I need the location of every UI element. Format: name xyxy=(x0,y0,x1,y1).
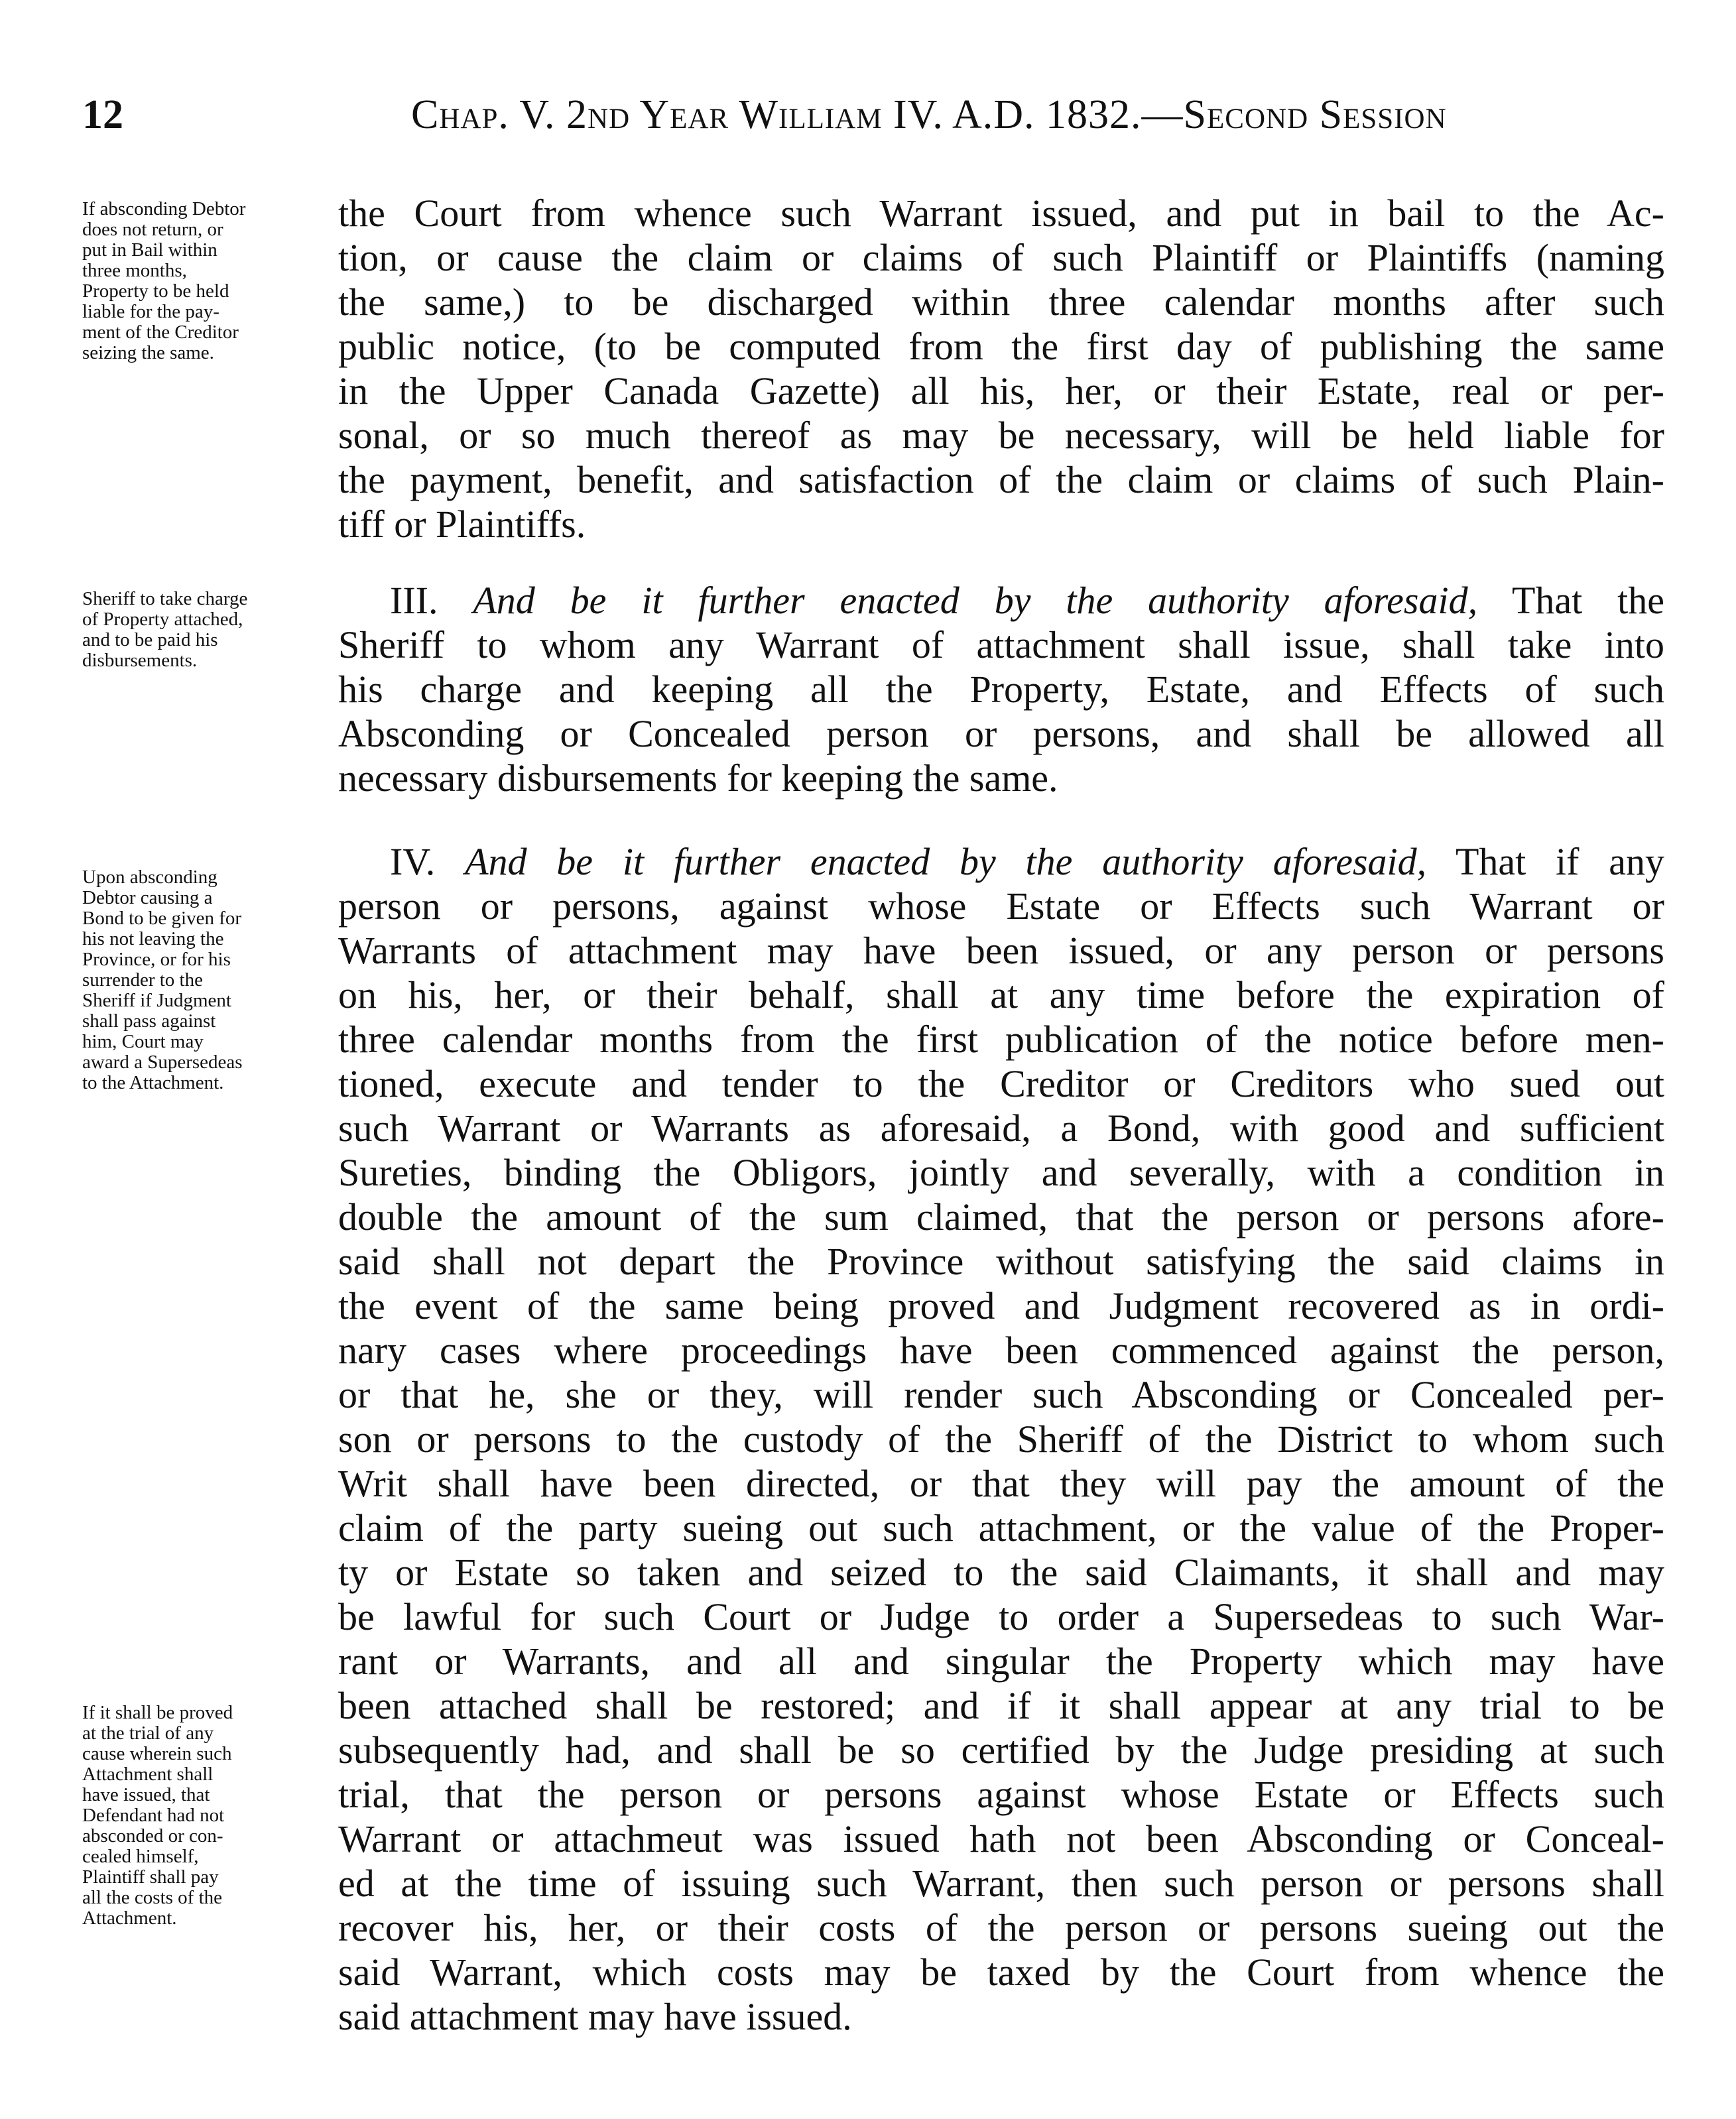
text-line: be lawful for such Court or Judge to order a Supersedeas to such War- xyxy=(338,1595,1664,1638)
margin-note-line: have issued, that xyxy=(82,1784,210,1805)
margin-note-line: absconded or con- xyxy=(82,1825,223,1847)
margin-note-line: does not return, or xyxy=(82,219,223,240)
text-line: said Warrant, which costs may be taxed by the Court from whence the xyxy=(338,1951,1664,1994)
enacting-clause: And be it further enacted by the authority aforesaid, xyxy=(465,840,1427,883)
margin-note-line: disbursements. xyxy=(82,650,198,671)
text-line: the payment, benefit, and satisfaction of the claim or claims of such Plain- xyxy=(338,458,1664,501)
margin-note-line: Sheriff if Judgment xyxy=(82,990,231,1011)
text-line: three calendar months from the first publication of the notice before men- xyxy=(338,1018,1664,1061)
text-line: trial, that the person or persons against whose Estate or Effects such xyxy=(338,1773,1664,1816)
text-line: the same,) to be discharged within three calendar months after such xyxy=(338,280,1664,324)
text-line: person or persons, against whose Estate or Effects such Warrant or xyxy=(338,884,1664,928)
text-line: his charge and keeping all the Property, Estate, and Effects of such xyxy=(338,668,1664,711)
text-line: son or persons to the custody of the Sheriff of the District to whom such xyxy=(338,1418,1664,1461)
margin-note-line: award a Supersedeas xyxy=(82,1052,243,1073)
margin-note-line: to the Attachment. xyxy=(82,1072,224,1093)
margin-note xyxy=(82,867,341,1093)
text-line: the Court from whence such Warrant issued, and put in bail to the Ac- xyxy=(338,192,1664,235)
margin-note-line: put in Bail within xyxy=(82,239,217,261)
margin-note xyxy=(82,1703,341,1929)
text-line: such Warrant or Warrants as aforesaid, a Bond, with good and sufficient xyxy=(338,1107,1664,1150)
text-line: on his, her, or their behalf, shall at any time before the expiration of xyxy=(338,973,1664,1016)
text-line: recover his, her, or their costs of the person or persons sueing out the xyxy=(338,1906,1664,1949)
text-line: double the amount of the sum claimed, that the person or persons afore- xyxy=(338,1195,1664,1239)
margin-note-line: his not leaving the xyxy=(82,928,224,949)
text-line: necessary disbursements for keeping the same. xyxy=(338,757,1058,800)
margin-note-line: Property to be held xyxy=(82,280,229,302)
paragraph-continuation xyxy=(338,191,1664,546)
margin-note-line: Attachment shall xyxy=(82,1764,214,1785)
text-line: ty or Estate so taken and seized to the said Claimants, it shall and may xyxy=(338,1551,1664,1594)
text-line: Warrants of attachment may have been issued, or any person or persons xyxy=(338,929,1664,972)
text-fragment: That if any xyxy=(1455,840,1665,883)
text-line: subsequently had, and shall be so certified by the Judge presiding at such xyxy=(338,1728,1664,1772)
margin-note-line: all the costs of the xyxy=(82,1887,223,1908)
text-line: Writ shall have been directed, or that they will pay the amount of the xyxy=(338,1462,1664,1505)
text-line: claim of the party sueing out such attachment, or the value of the Proper- xyxy=(338,1506,1664,1549)
running-header: Chap. V. 2nd Year William IV. A.D. 1832.—Second Session xyxy=(411,92,1447,137)
section-iii xyxy=(338,578,1664,800)
margin-note-line: three months, xyxy=(82,260,187,281)
text-line: Absconding or Concealed person or persons, and shall be allowed all xyxy=(338,712,1664,755)
margin-note-line: Sheriff to take charge xyxy=(82,588,248,609)
margin-note-line: Province, or for his xyxy=(82,949,231,970)
margin-note-line: and to be paid his xyxy=(82,629,218,650)
section-number: IV. xyxy=(390,840,436,883)
text-line: Sureties, binding the Obligors, jointly and severally, with a condition in xyxy=(338,1151,1664,1194)
margin-note xyxy=(82,589,341,671)
margin-note-line: surrender to the xyxy=(82,969,203,991)
margin-note-line: him, Court may xyxy=(82,1031,204,1052)
margin-note-line: Plaintiff shall pay xyxy=(82,1866,219,1888)
text-line: rant or Warrants, and all and singular the Property which may have xyxy=(338,1640,1664,1683)
text-line: public notice, (to be computed from the first day of publishing the same xyxy=(338,325,1664,368)
margin-note-line: cealed himself, xyxy=(82,1846,199,1867)
section-iv xyxy=(338,839,1664,2039)
text-line: in the Upper Canada Gazette) all his, her, or their Estate, real or per- xyxy=(338,369,1664,412)
text-line: been attached shall be restored; and if it shall appear at any trial to be xyxy=(338,1684,1664,1727)
text-line: said attachment may have issued. xyxy=(338,1995,852,2038)
text-line: ed at the time of issuing such Warrant, then such person or persons shall xyxy=(338,1862,1664,1905)
margin-note-line: at the trial of any xyxy=(82,1723,214,1744)
margin-note-line: Debtor causing a xyxy=(82,887,213,908)
margin-note-line: If it shall be proved xyxy=(82,1702,233,1723)
text-line: Sheriff to whom any Warrant of attachment shall issue, shall take into xyxy=(338,623,1664,666)
margin-note-line: of Property attached, xyxy=(82,609,243,630)
margin-note-line: ment of the Creditor xyxy=(82,322,239,343)
text-line: Warrant or attachmeut was issued hath not been Absconding or Conceal- xyxy=(338,1817,1664,1860)
page-number: 12 xyxy=(82,92,123,137)
margin-note-line: shall pass against xyxy=(82,1010,216,1032)
text-line: tiff or Plaintiffs. xyxy=(338,503,586,546)
text-line: tion, or cause the claim or claims of such Plaintiff or Plaintiffs (naming xyxy=(338,236,1664,279)
margin-note xyxy=(82,199,341,363)
text-fragment: That the xyxy=(1511,579,1665,622)
text-line: sonal, or so much thereof as may be necessary, will be held liable for xyxy=(338,414,1664,457)
margin-note-line: liable for the pay- xyxy=(82,301,219,322)
margin-note-line: seizing the same. xyxy=(82,342,214,363)
margin-note-line: Bond to be given for xyxy=(82,908,242,929)
section-first-line xyxy=(338,839,1664,884)
text-line: nary cases where proceedings have been commenced against the person, xyxy=(338,1329,1664,1372)
text-line: tioned, execute and tender to the Creditor or Creditors who sued out xyxy=(338,1062,1664,1105)
text-line: said shall not depart the Province without satisfying the said claims in xyxy=(338,1240,1664,1283)
text-line: or that he, she or they, will render such Absconding or Concealed per- xyxy=(338,1373,1664,1416)
section-number: III. xyxy=(390,579,438,622)
section-first-line xyxy=(338,578,1664,623)
margin-note-line: cause wherein such xyxy=(82,1743,232,1764)
enacting-clause: And be it further enacted by the authority aforesaid, xyxy=(473,579,1478,622)
text-line: the event of the same being proved and Judgment recovered as in ordi- xyxy=(338,1284,1664,1327)
margin-note-line: If absconding Debtor xyxy=(82,198,246,219)
margin-note-line: Attachment. xyxy=(82,1907,177,1929)
margin-note-line: Defendant had not xyxy=(82,1805,225,1826)
margin-note-line: Upon absconding xyxy=(82,867,217,888)
